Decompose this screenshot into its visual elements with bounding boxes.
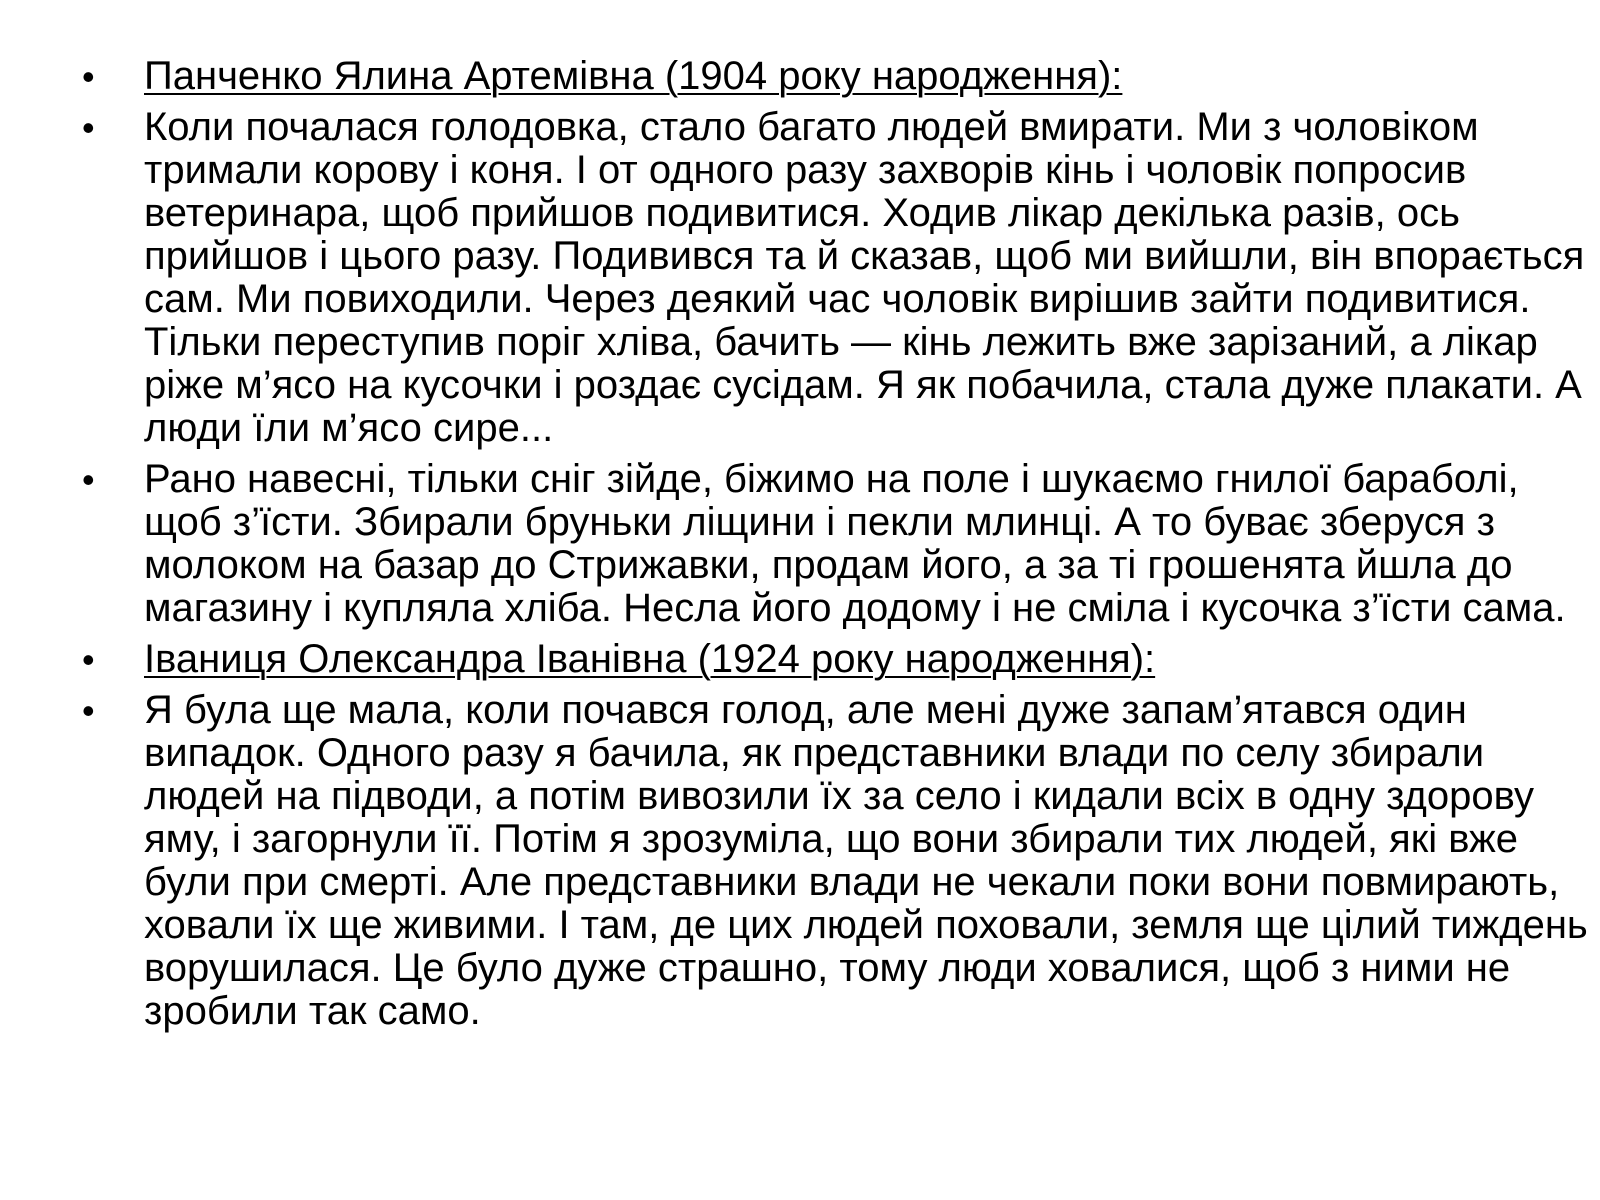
bullet-list <box>82 55 1592 1041</box>
heading-text: Панченко Ялина Артемівна (1904 року народження): <box>144 54 1123 98</box>
bullet-icon: • <box>82 107 95 148</box>
heading-item-panchenko <box>82 55 1592 98</box>
bullet-icon: • <box>82 690 95 731</box>
paragraph-text: Я була ще мала, коли почався голод, але мені дуже запам’ятався один випадок. Одного разу я бачила, як представники влади по селу збирали людей на підводи, а потім вивозили їх за село і кидали всіх в одну здорову яму, і загорнули її. Потім я зрозуміла, що вони збирали тих людей, які вже були при смерті. Але представники влади не чекали поки вони повмирають, ховали їх ще живими. І там, де цих людей поховали, земля ще цілий тиждень ворушилася. Це було дуже страшно, тому люди ховалися, щоб з ними не зробили так само. <box>144 688 1588 1033</box>
bullet-icon: • <box>82 459 95 500</box>
paragraph-item <box>82 458 1592 630</box>
paragraph-item <box>82 689 1592 1033</box>
paragraph-text: Коли почалася голодовка, стало багато людей вмирати. Ми з чоловіком тримали корову і коня. І от одного разу захворів кінь і чоловік попросив ветеринара, щоб прийшов подивитися. Ходив лікар декілька разів, ось прийшов і цього разу. Подивився та й сказав, щоб ми вийшли, він впорається сам. Ми повиходили. Через деякий час чоловік вирішив зайти подивитися. Тільки переступив поріг хліва, бачить — кінь лежить вже зарізаний, а лікар ріже м’ясо на кусочки і роздає сусідам. Я як побачила, стала дуже плакати. А люди їли м’ясо сире... <box>144 105 1585 450</box>
bullet-icon: • <box>82 639 95 680</box>
bullet-icon: • <box>82 56 95 97</box>
heading-text: Іваниця Олександра Іванівна (1924 року народження): <box>144 637 1156 681</box>
paragraph-item <box>82 106 1592 450</box>
heading-item-ivanytsia <box>82 638 1592 681</box>
paragraph-text: Рано навесні, тільки сніг зійде, біжимо на поле і шукаємо гнилої бараболі, щоб з’їсти. Збирали бруньки ліщини і пекли млинці. А то буває зберуся з молоком на базар до Стрижавки, продам його, а за ті грошенята йшла до магазину і купляла хліба. Несла його додому і не сміла і кусочка з’їсти сама. <box>144 457 1566 630</box>
